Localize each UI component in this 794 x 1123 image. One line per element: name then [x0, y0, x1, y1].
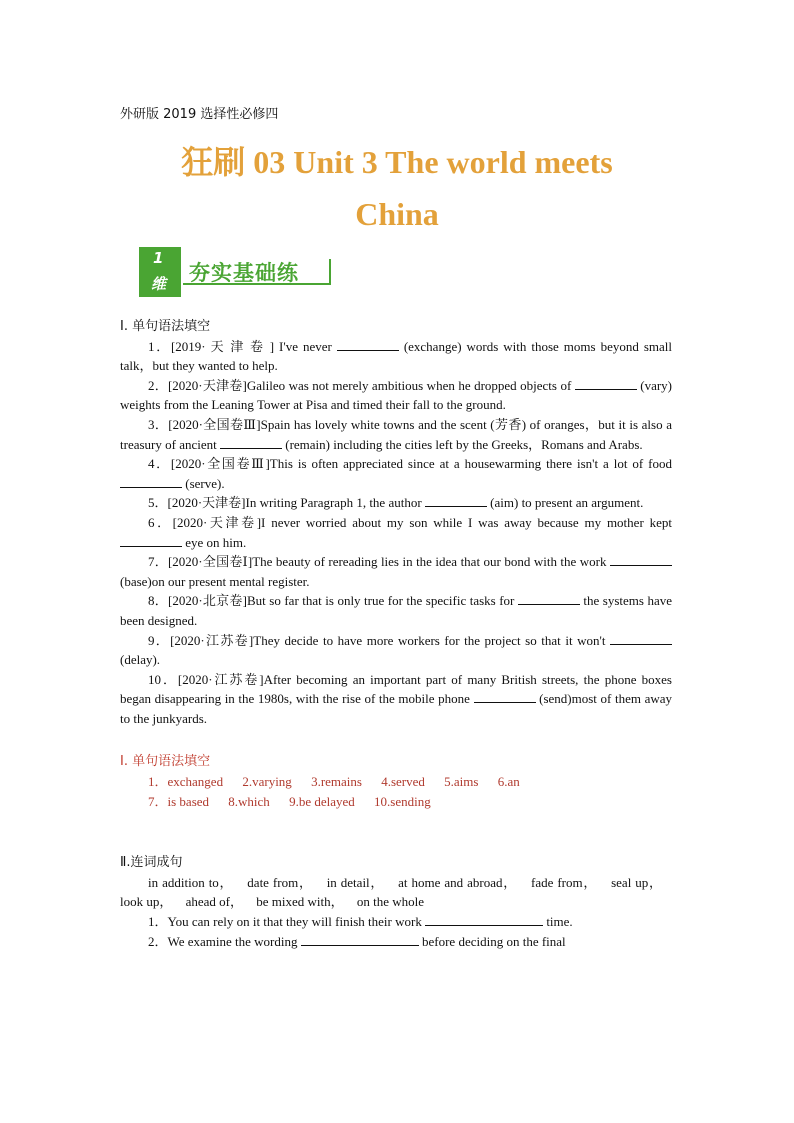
answer-item: 9.be delayed — [289, 793, 355, 809]
question-6: 6．[2020·天津卷]I never worried about my son while I was away because my mother kept eye on him. — [120, 513, 672, 552]
answer-item: 3.remains — [311, 774, 362, 790]
question-9: 9．[2020·江苏卷]They decide to have more workers for the project so that it won't (delay). — [120, 631, 672, 670]
sentence-2: 2．We examine the wording before deciding on the final — [148, 933, 566, 949]
answer-blank[interactable] — [610, 631, 672, 645]
phrase: ahead of， — [185, 894, 244, 910]
title-line-1: 狂刷 03 Unit 3 The world meets — [181, 144, 613, 180]
answer-line-2 — [120, 792, 672, 812]
phrase: look up， — [120, 894, 173, 910]
answer-item: 4.served — [381, 774, 425, 790]
document-body — [120, 315, 672, 951]
badge-tick — [329, 259, 331, 284]
title-line-2: China — [355, 196, 439, 232]
answer-blank[interactable] — [120, 533, 182, 547]
answer-blank[interactable] — [610, 552, 672, 566]
question-1: 1．[2019· 天 津 卷 ] I've never (exchange) words with those moms beyond small talk，but they wanted to help. — [120, 338, 672, 374]
answer-item: 8.which — [228, 793, 270, 809]
phrase: in detail， — [326, 874, 385, 890]
answer-blank[interactable] — [474, 689, 536, 703]
phrase: at home and abroad， — [398, 874, 517, 890]
question-4: 4．[2020·全国卷Ⅲ]This is often appreciated since at a housewarming there isn't a lot of food (serve). — [120, 454, 672, 493]
phrase: in addition to， — [148, 874, 234, 890]
answer-item: 1．exchanged — [148, 774, 224, 790]
section-2-heading: Ⅱ.连词成句 — [120, 855, 183, 871]
answer-blank[interactable] — [337, 337, 399, 351]
answer-blank[interactable] — [425, 493, 487, 507]
answer-item: 10.sending — [374, 793, 431, 809]
question-3: 3．[2020·全国卷Ⅲ]Spain has lovely white towns and the scent (芳香) of oranges，but it is also a treasury of ancient (remain) including the cities left by the Greeks，Romans and Arabs. — [120, 416, 672, 452]
badge-label: 夯实基础练 — [189, 261, 299, 285]
phrase: on the whole — [356, 894, 425, 910]
header-note: 外研版 2019 选择性必修四 — [120, 107, 279, 122]
badge-underline — [183, 283, 331, 285]
badge-number: 1 — [153, 249, 164, 267]
answer-blank[interactable] — [425, 912, 543, 926]
section-1-heading: Ⅰ. 单句语法填空 — [120, 319, 211, 334]
answer-item: 7．is based — [148, 793, 210, 809]
answer-blank[interactable] — [575, 376, 637, 390]
answer-key — [120, 752, 672, 811]
answer-blank[interactable] — [120, 474, 182, 488]
answer-item: 5.aims — [444, 774, 479, 790]
answer-item: 6.an — [497, 774, 520, 790]
phrase: seal up， — [611, 874, 663, 890]
sentence-1: 1．You can rely on it that they will finish their work time. — [148, 914, 573, 930]
answer-key-heading: Ⅰ. 单句语法填空 — [120, 754, 211, 770]
question-5: 5．[2020·天津卷]In writing Paragraph 1, the author (aim) to present an argument. — [148, 495, 644, 511]
phrase: fade from， — [530, 874, 598, 890]
phrase: date from， — [247, 874, 313, 890]
page-title — [120, 136, 674, 240]
section-badge — [139, 247, 339, 299]
answer-item: 2.varying — [242, 774, 292, 790]
answer-blank[interactable] — [220, 435, 282, 449]
answer-blank[interactable] — [518, 591, 580, 605]
question-8: 8．[2020·北京卷]But so far that is only true for the specific tasks for the systems have been designed. — [120, 593, 673, 628]
answer-line-1 — [120, 772, 672, 792]
phrase-bank — [120, 873, 672, 912]
badge-unit: 维 — [151, 275, 167, 293]
question-7: 7．[2020·全国卷Ⅰ]The beauty of rereading lies in the idea that our bond with the work (base)on our present mental register. — [120, 552, 672, 591]
answer-blank[interactable] — [301, 932, 419, 946]
question-2: 2．[2020·天津卷]Galileo was not merely ambitious when he dropped objects of (vary) weights from the Leaning Tower at Pisa and timed their fall to the ground. — [120, 377, 673, 413]
phrase: be mixed with， — [256, 894, 344, 910]
question-10: 10．[2020·江苏卷]After becoming an important part of many British streets, the phone boxes began disappearing in the 1980s, with the rise of the mobile phone (send)most of them away to the junkyards. — [120, 671, 673, 726]
